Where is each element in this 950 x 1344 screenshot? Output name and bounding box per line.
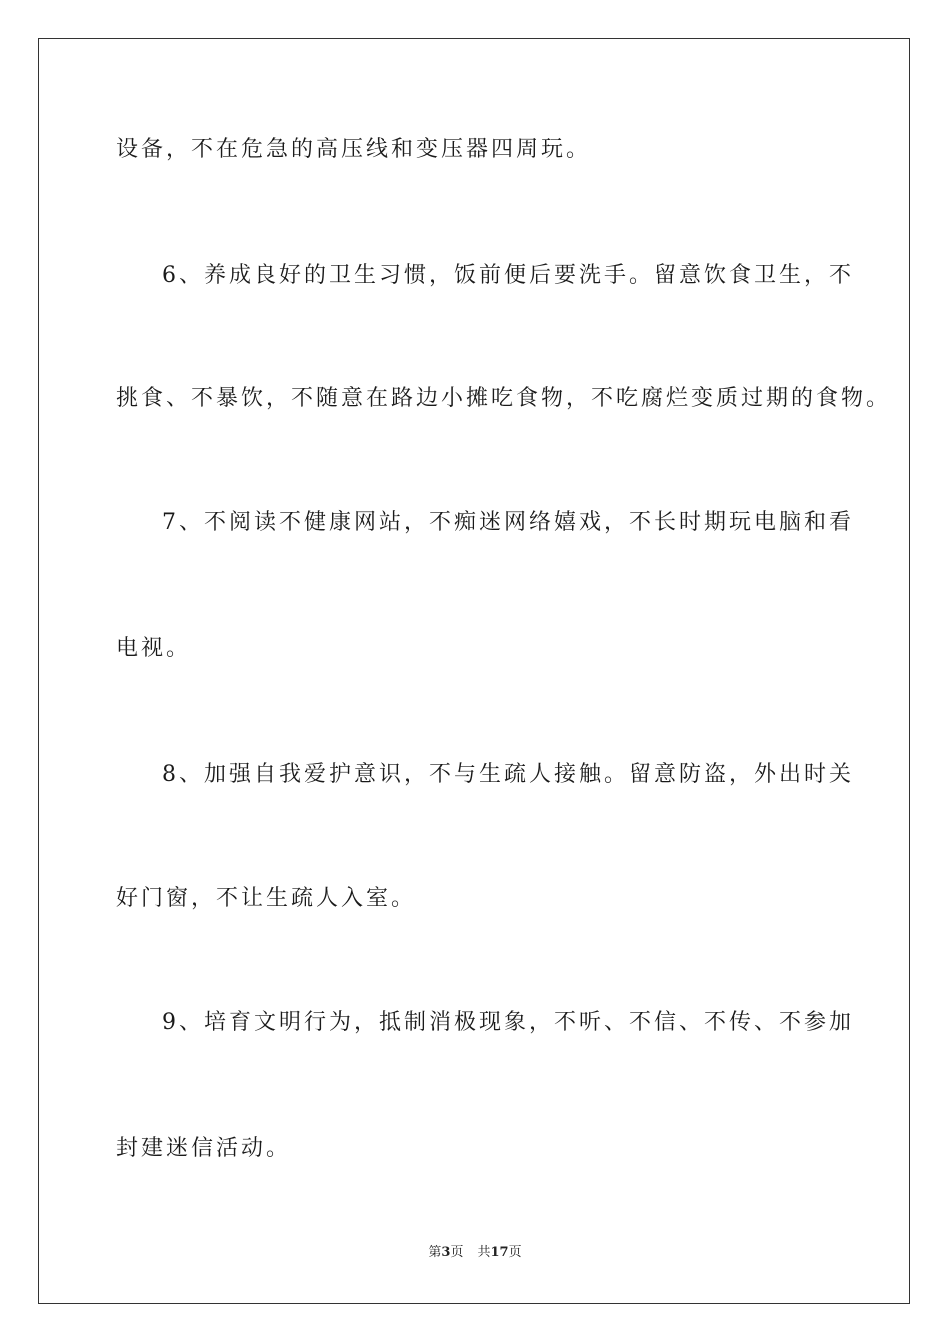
text-line: 电视。 (116, 636, 192, 661)
text-line: 6、养成良好的卫生习惯，饭前便后要洗手。留意饮食卫生，不 (162, 263, 854, 288)
total-prefix: 共 (477, 1245, 491, 1260)
text-line: 好门窗，不让生疏人入室。 (116, 886, 417, 911)
text-line: 挑食、不暴饮，不随意在路边小摊吃食物，不吃腐烂变质过期的食物。 (116, 386, 892, 411)
page-prefix: 第 (428, 1245, 442, 1260)
page-number: 3 (441, 1245, 451, 1260)
text-line: 8、加强自我爱护意识，不与生疏人接触。留意防盗，外出时关 (162, 762, 854, 787)
text-line: 7、不阅读不健康网站，不痴迷网络嬉戏，不长时期玩电脑和看 (162, 510, 854, 535)
text-line: 设备，不在危急的高压线和变压器四周玩。 (116, 137, 592, 162)
total-suffix: 页 (508, 1245, 522, 1260)
text-line: 封建迷信活动。 (116, 1136, 292, 1161)
page-border (38, 38, 910, 1304)
text-line: 9、培育文明行为，抵制消极现象，不听、不信、不传、不参加 (162, 1010, 854, 1035)
page-footer (0, 1243, 950, 1263)
total-pages: 17 (490, 1245, 509, 1260)
page-suffix: 页 (450, 1245, 464, 1260)
